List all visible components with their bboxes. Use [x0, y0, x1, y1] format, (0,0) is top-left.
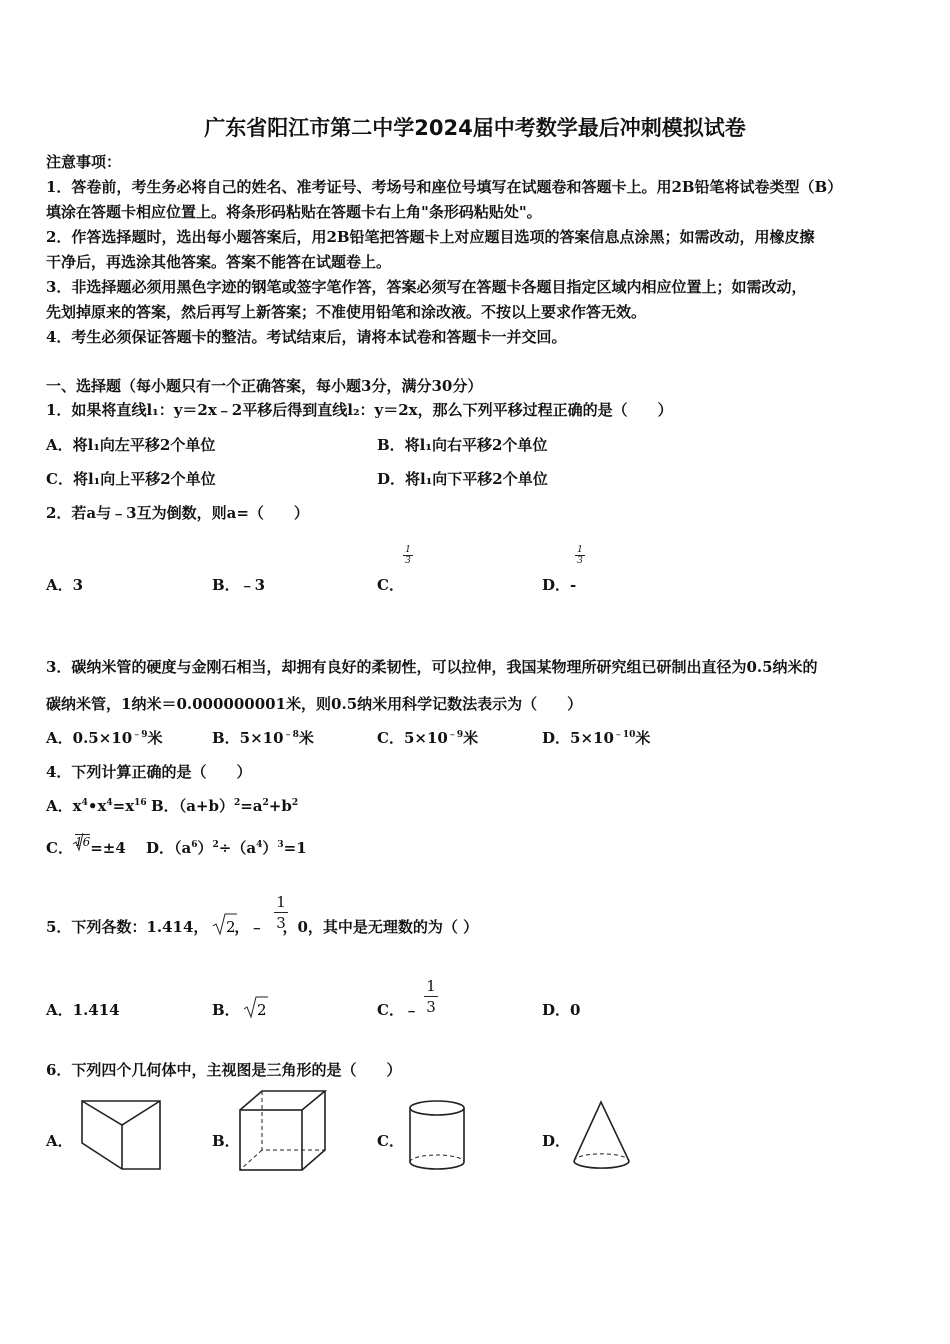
q4-option-a[interactable]: A．$x^4•x^4=x^{16}$: [46, 797, 147, 815]
q2-option-c[interactable]: C．: [377, 576, 404, 594]
cylinder-icon[interactable]: [405, 1098, 469, 1174]
q6-option-d[interactable]: D．: [542, 1132, 571, 1150]
notice-line: 填涂在答题卡相应位置上。将条形码粘贴在答题卡右上角"条形码粘贴处"。: [46, 203, 542, 221]
fraction-numerator: 1: [577, 545, 583, 555]
sqrt-radicand: 2: [226, 918, 236, 936]
q1-option-d[interactable]: D．将l₁向下平移2个单位: [377, 470, 548, 488]
q4-option-b[interactable]: B．$(a+b)^2=a^2+b^2$: [151, 797, 299, 815]
notice-line: 4．考生必须保证答题卡的整洁。考试结束后，请将本试卷和答题卡一并交回。: [46, 328, 567, 346]
sqrt-icon: [72, 832, 84, 852]
cone-icon[interactable]: [570, 1099, 634, 1173]
q2-c-fraction: [403, 545, 413, 566]
sqrt-icon: [243, 995, 269, 1019]
q1-option-c[interactable]: C．将l₁向上平移2个单位: [46, 470, 216, 488]
fraction-numerator: 1: [405, 545, 411, 555]
notice-line: 2．作答选择题时，选出每小题答案后，用2B铅笔把答题卡上对应题目选项的答案信息点涂黑；如需改动，用橡皮擦: [46, 228, 815, 246]
q4-option-d[interactable]: D．$(a^6)^2\div(a^4)^3=1$: [146, 839, 307, 857]
q4-option-c[interactable]: C． $^{16}$=±4: [46, 835, 126, 857]
q5-c-fraction: 1 3: [424, 977, 438, 1016]
q2-option-b[interactable]: B．﹣3: [212, 576, 266, 594]
notice-line: 1．答卷前，考生务必将自己的姓名、准考证号、考场号和座位号填写在试题卷和答题卡上。用2B铅笔将试卷类型（B）: [46, 178, 843, 196]
q5-stem-fraction: 1 3: [274, 893, 288, 932]
q6-option-c[interactable]: C．: [377, 1132, 404, 1150]
question-3-stem: 3．碳纳米管的硬度与金刚石相当，却拥有良好的柔韧性，可以拉伸，我国某物理所研究组已研制出直径为0.5纳米的: [46, 658, 818, 676]
sqrt-icon: [212, 912, 238, 936]
q5-option-c[interactable]: C．﹣: [377, 1001, 419, 1019]
notice-line: 3．非选择题必须用黑色字迹的钢笔或签字笔作答，答案必须写在答题卡各题目指定区域内相应位置上；如需改动，: [46, 278, 807, 296]
q3-option-c[interactable]: C．$5\times 10^{﹣9}$米: [377, 729, 479, 747]
q6-option-b[interactable]: B．: [212, 1132, 240, 1150]
q5-option-b[interactable]: B．: [212, 1001, 240, 1019]
notice-line: 干净后，再选涂其他答案。答案不能答在试题卷上。: [46, 253, 392, 271]
cube-icon[interactable]: [237, 1088, 329, 1174]
q3-option-b[interactable]: B．$5\times 10^{﹣8}$米: [212, 729, 314, 747]
q5-option-a[interactable]: A．1.414: [46, 1001, 120, 1019]
question-3-stem-cont: 碳纳米管，1纳米＝0.000000001米，则0.5纳米用科学记数法表示为（ ）: [46, 695, 583, 713]
q5-option-d[interactable]: D．0: [542, 1001, 581, 1019]
triangular-prism-icon[interactable]: [78, 1095, 164, 1173]
q1-option-b[interactable]: B．将l₁向右平移2个单位: [377, 436, 548, 454]
page-title: 广东省阳江市第二中学2024届中考数学最后冲刺模拟试卷: [204, 116, 746, 140]
fraction-denominator: 3: [405, 556, 411, 566]
q6-option-a[interactable]: A．: [46, 1132, 73, 1150]
q2-d-fraction: [575, 545, 585, 566]
notice-heading: 注意事项：: [46, 153, 122, 171]
q1-option-a[interactable]: A．将l₁向左平移2个单位: [46, 436, 216, 454]
question-6-stem: 6．下列四个几何体中，主视图是三角形的是（ ）: [46, 1061, 402, 1079]
question-5-stem: 5．下列各数：1.414， ，﹣ ，0，其中是无理数的为（ ）: [46, 918, 479, 936]
question-1-stem: 1．如果将直线l₁：y＝2x﹣2平移后得到直线l₂：y＝2x，那么下列平移过程正确的是（ ）: [46, 401, 673, 419]
q3-option-d[interactable]: D．$5\times 10^{﹣10}$米: [542, 729, 651, 747]
section-heading: 一、选择题（每小题只有一个正确答案，每小题3分，满分30分）: [46, 377, 483, 395]
fraction-denominator: 3: [577, 556, 583, 566]
notice-line: 先划掉原来的答案，然后再写上新答案；不准使用铅笔和涂改液。不按以上要求作答无效。: [46, 303, 647, 321]
q3-option-a[interactable]: A．$0.5\times 10^{﹣9}$米: [46, 729, 163, 747]
question-4-stem: 4．下列计算正确的是（ ）: [46, 763, 252, 781]
q2-option-a[interactable]: A．3: [46, 576, 84, 594]
question-2-stem: 2．若a与﹣3互为倒数，则a=（ ）: [46, 504, 309, 522]
sqrt-radicand: 2: [257, 1001, 267, 1019]
sqrt-radicand: 16: [74, 835, 91, 849]
q2-option-d[interactable]: D．-: [542, 576, 577, 594]
